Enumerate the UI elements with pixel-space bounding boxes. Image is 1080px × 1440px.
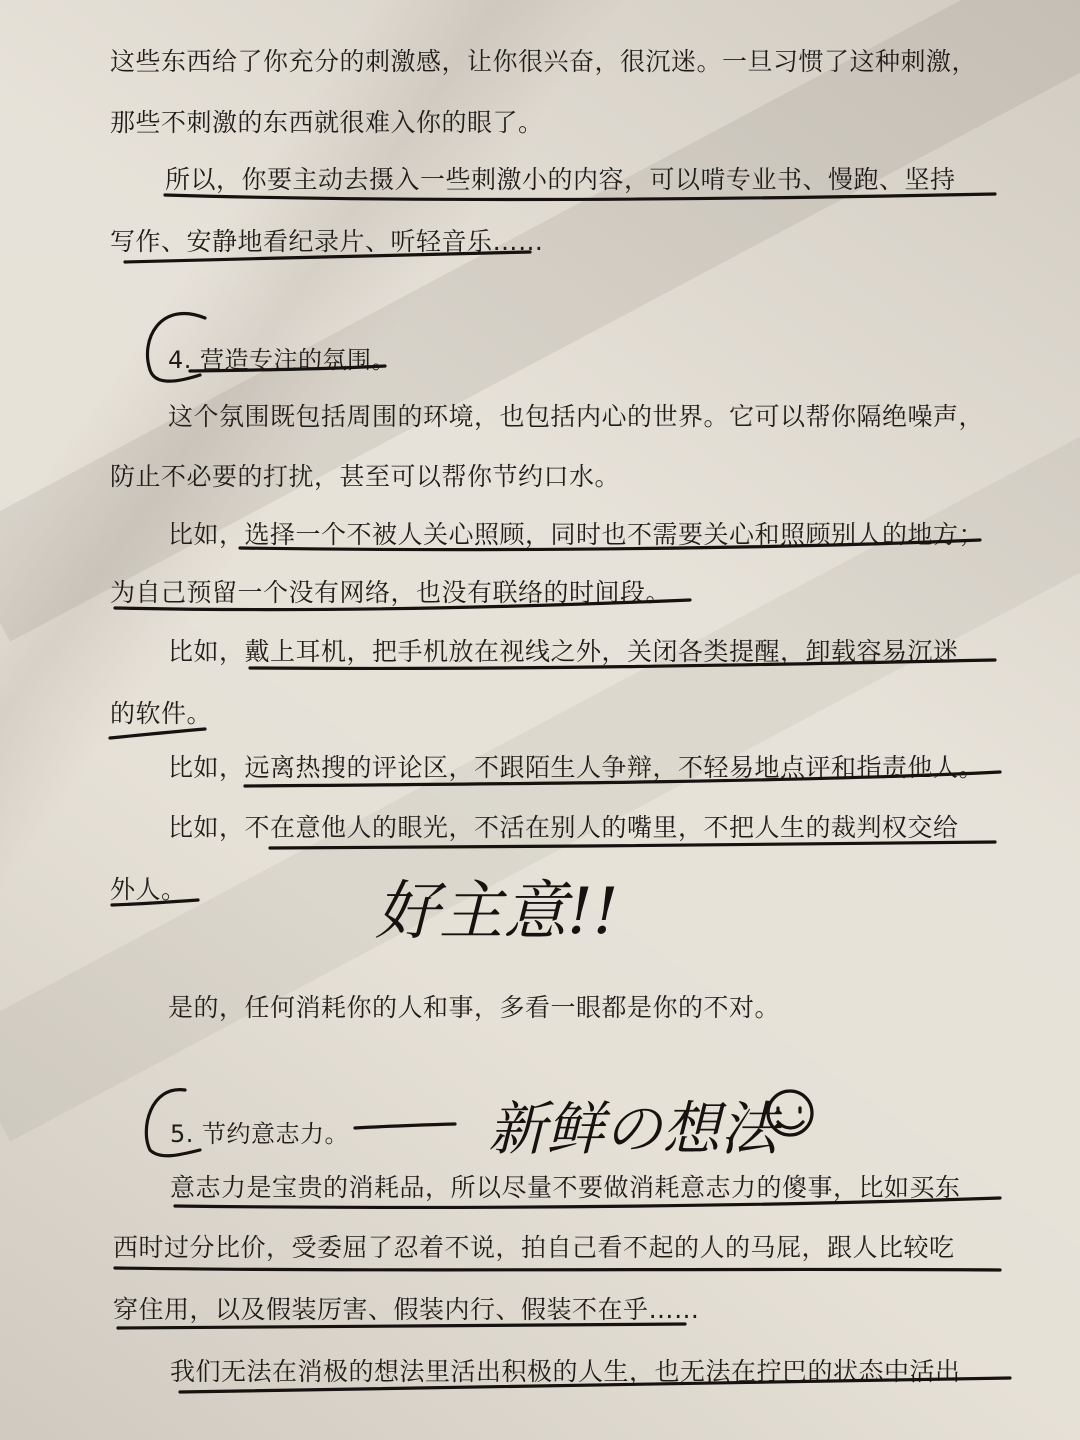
text-line: 意志力是宝贵的消耗品，所以尽量不要做消耗意志力的傻事，比如买东	[170, 1173, 961, 1202]
smiley-icon	[778, 1108, 803, 1128]
text-line: 所以，你要主动去摄入一些刺激小的内容，可以啃专业书、慢跑、坚持	[165, 165, 956, 194]
text-line: 比如，不在意他人的眼光，不活在别人的嘴里，不把人生的裁判权交给	[168, 813, 959, 842]
text-line: 是的，任何消耗你的人和事，多看一眼都是你的不对。	[168, 993, 781, 1022]
text-line: 比如，戴上耳机，把手机放在视线之外，关闭各类提醒，卸载容易沉迷	[168, 637, 959, 666]
section-heading: 5. 节约意志力。	[170, 1120, 350, 1148]
text-line: 写作、安静地看纪录片、听轻音乐……	[110, 227, 544, 256]
text-line: 比如，远离热搜的评论区，不跟陌生人争辩，不轻易地点评和指责他人。	[168, 753, 985, 782]
text-line: 为自己预留一个没有网络，也没有联络的时间段。	[110, 578, 672, 607]
text-line: 防止不必要的打扰，甚至可以帮你节约口水。	[110, 462, 621, 491]
text-line: 这个氛围既包括周围的环境，也包括内心的世界。它可以帮你隔绝噪声，	[168, 402, 985, 431]
handwritten-note: 新鲜の想法	[488, 1095, 779, 1163]
underline-mark	[110, 729, 205, 738]
text-line: 那些不刺激的东西就很难入你的眼了。	[110, 108, 544, 137]
section-heading: 4. 营造专注的氛围。	[168, 346, 397, 374]
text-line: 外人。	[110, 875, 187, 904]
text-line: 我们无法在消极的想法里活出积极的人生，也无法在拧巴的状态中活出	[170, 1357, 961, 1386]
text-line: 比如，选择一个不被人关心照顾，同时也不需要关心和照顾别人的地方；	[168, 520, 985, 549]
dash-mark	[355, 1124, 455, 1128]
underline-mark	[115, 1268, 1000, 1270]
text-line: 穿住用，以及假装厉害、假装内行、假装不在乎……	[113, 1295, 700, 1324]
handwritten-note: 好主意!!	[375, 875, 619, 949]
text-line: 这些东西给了你充分的刺激感，让你很兴奋，很沉迷。一旦习惯了这种刺激，	[110, 47, 978, 76]
text-line: 西时过分比价，受委屈了忍着不说，拍自己看不起的人的马屁，跟人比较吃	[113, 1233, 955, 1262]
text-line: 的软件。	[110, 699, 213, 728]
